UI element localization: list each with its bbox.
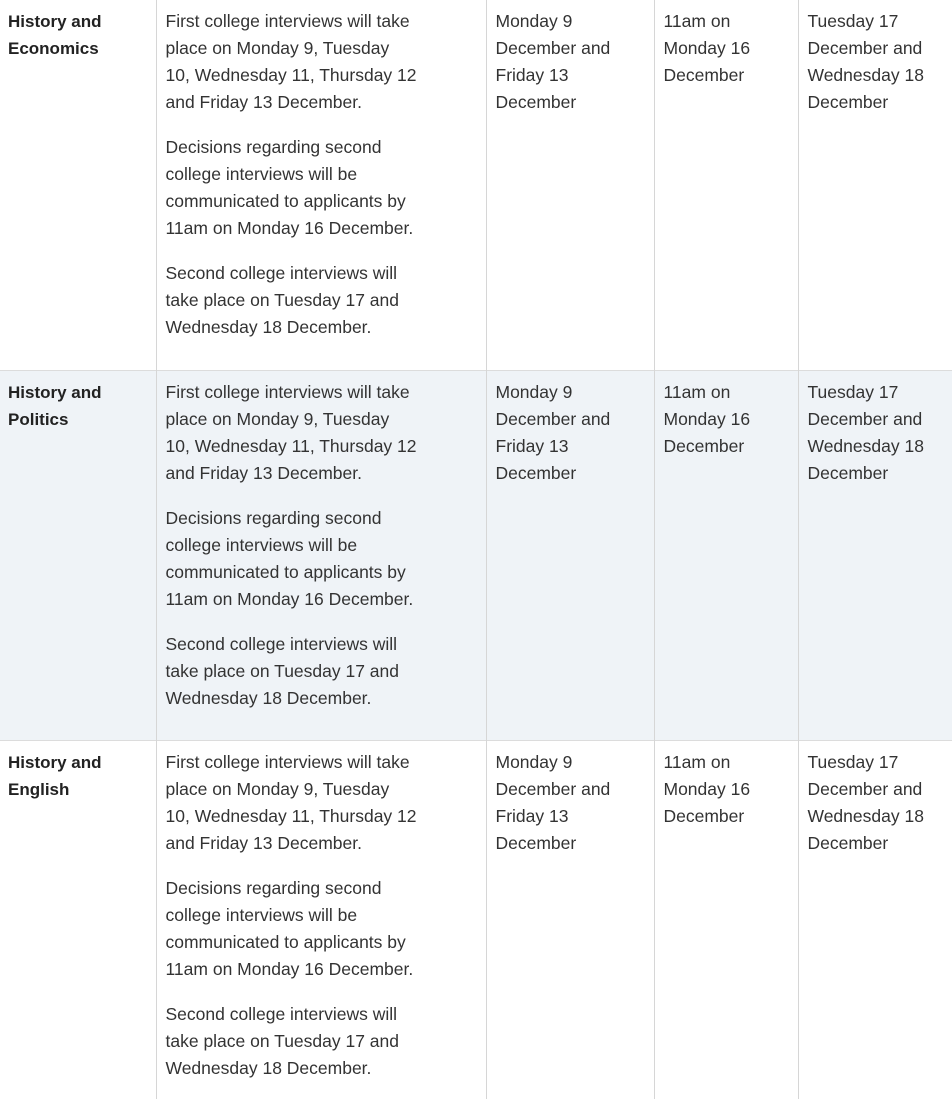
table-row bbox=[0, 0, 952, 370]
second-interviews-dates-cell: Tuesday 17 December and Wednesday 18 December bbox=[798, 740, 952, 1099]
second-interviews-paragraph: Second college interviews will take place on Tuesday 17 and Wednesday 18 December. bbox=[165, 263, 400, 337]
subject-cell: History and Politics bbox=[0, 370, 156, 740]
first-interviews-dates-cell: Monday 9 December and Friday 13 December bbox=[486, 370, 654, 740]
second-interviews-dates-cell: Tuesday 17 December and Wednesday 18 December bbox=[798, 0, 952, 370]
subject-cell: History and English bbox=[0, 740, 156, 1099]
decisions-paragraph: Decisions regarding second college interviews will be communicated to applicants by 11am on Monday 16 December. bbox=[165, 507, 414, 609]
first-interviews-paragraph: First college interviews will take place on Monday 9, Tuesday 10, Wednesday 11, Thursday 12 and Friday 13 December. bbox=[165, 11, 417, 112]
subject-cell: History and Economics bbox=[8, 12, 102, 58]
decisions-paragraph: Decisions regarding second college interviews will be communicated to applicants by 11am on Monday 16 December. bbox=[165, 137, 414, 238]
second-interviews-paragraph: Second college interviews will take place on Tuesday 17 and Wednesday 18 December. bbox=[165, 633, 400, 708]
first-interviews-dates-cell: Monday 9 December and Friday 13 December bbox=[486, 0, 654, 370]
interview-details-cell bbox=[156, 0, 486, 370]
decisions-date-cell: 11am on Monday 16 December bbox=[654, 740, 798, 1099]
first-interviews-dates-cell: Monday 9 December and Friday 13 December bbox=[486, 740, 654, 1099]
second-interviews-dates-cell: Tuesday 17 December and Wednesday 18 December bbox=[798, 370, 952, 740]
interview-details-cell bbox=[156, 740, 486, 1099]
first-interviews-paragraph: First college interviews will take place on Monday 9, Tuesday 10, Wednesday 11, Thursday 12 and Friday 13 December. bbox=[165, 381, 417, 483]
table-row bbox=[0, 370, 952, 740]
decisions-date-cell: 11am on Monday 16 December bbox=[654, 0, 798, 370]
second-interviews-paragraph: Second college interviews will take place on Tuesday 17 and Wednesday 18 December. bbox=[165, 1003, 400, 1078]
table-row bbox=[0, 740, 952, 1099]
decisions-date-cell: 11am on Monday 16 December bbox=[654, 370, 798, 740]
first-interviews-paragraph: First college interviews will take place on Monday 9, Tuesday 10, Wednesday 11, Thursday 12 and Friday 13 December. bbox=[165, 751, 417, 853]
decisions-paragraph: Decisions regarding second college interviews will be communicated to applicants by 11am on Monday 16 December. bbox=[165, 877, 414, 979]
interview-details-cell bbox=[156, 370, 486, 740]
